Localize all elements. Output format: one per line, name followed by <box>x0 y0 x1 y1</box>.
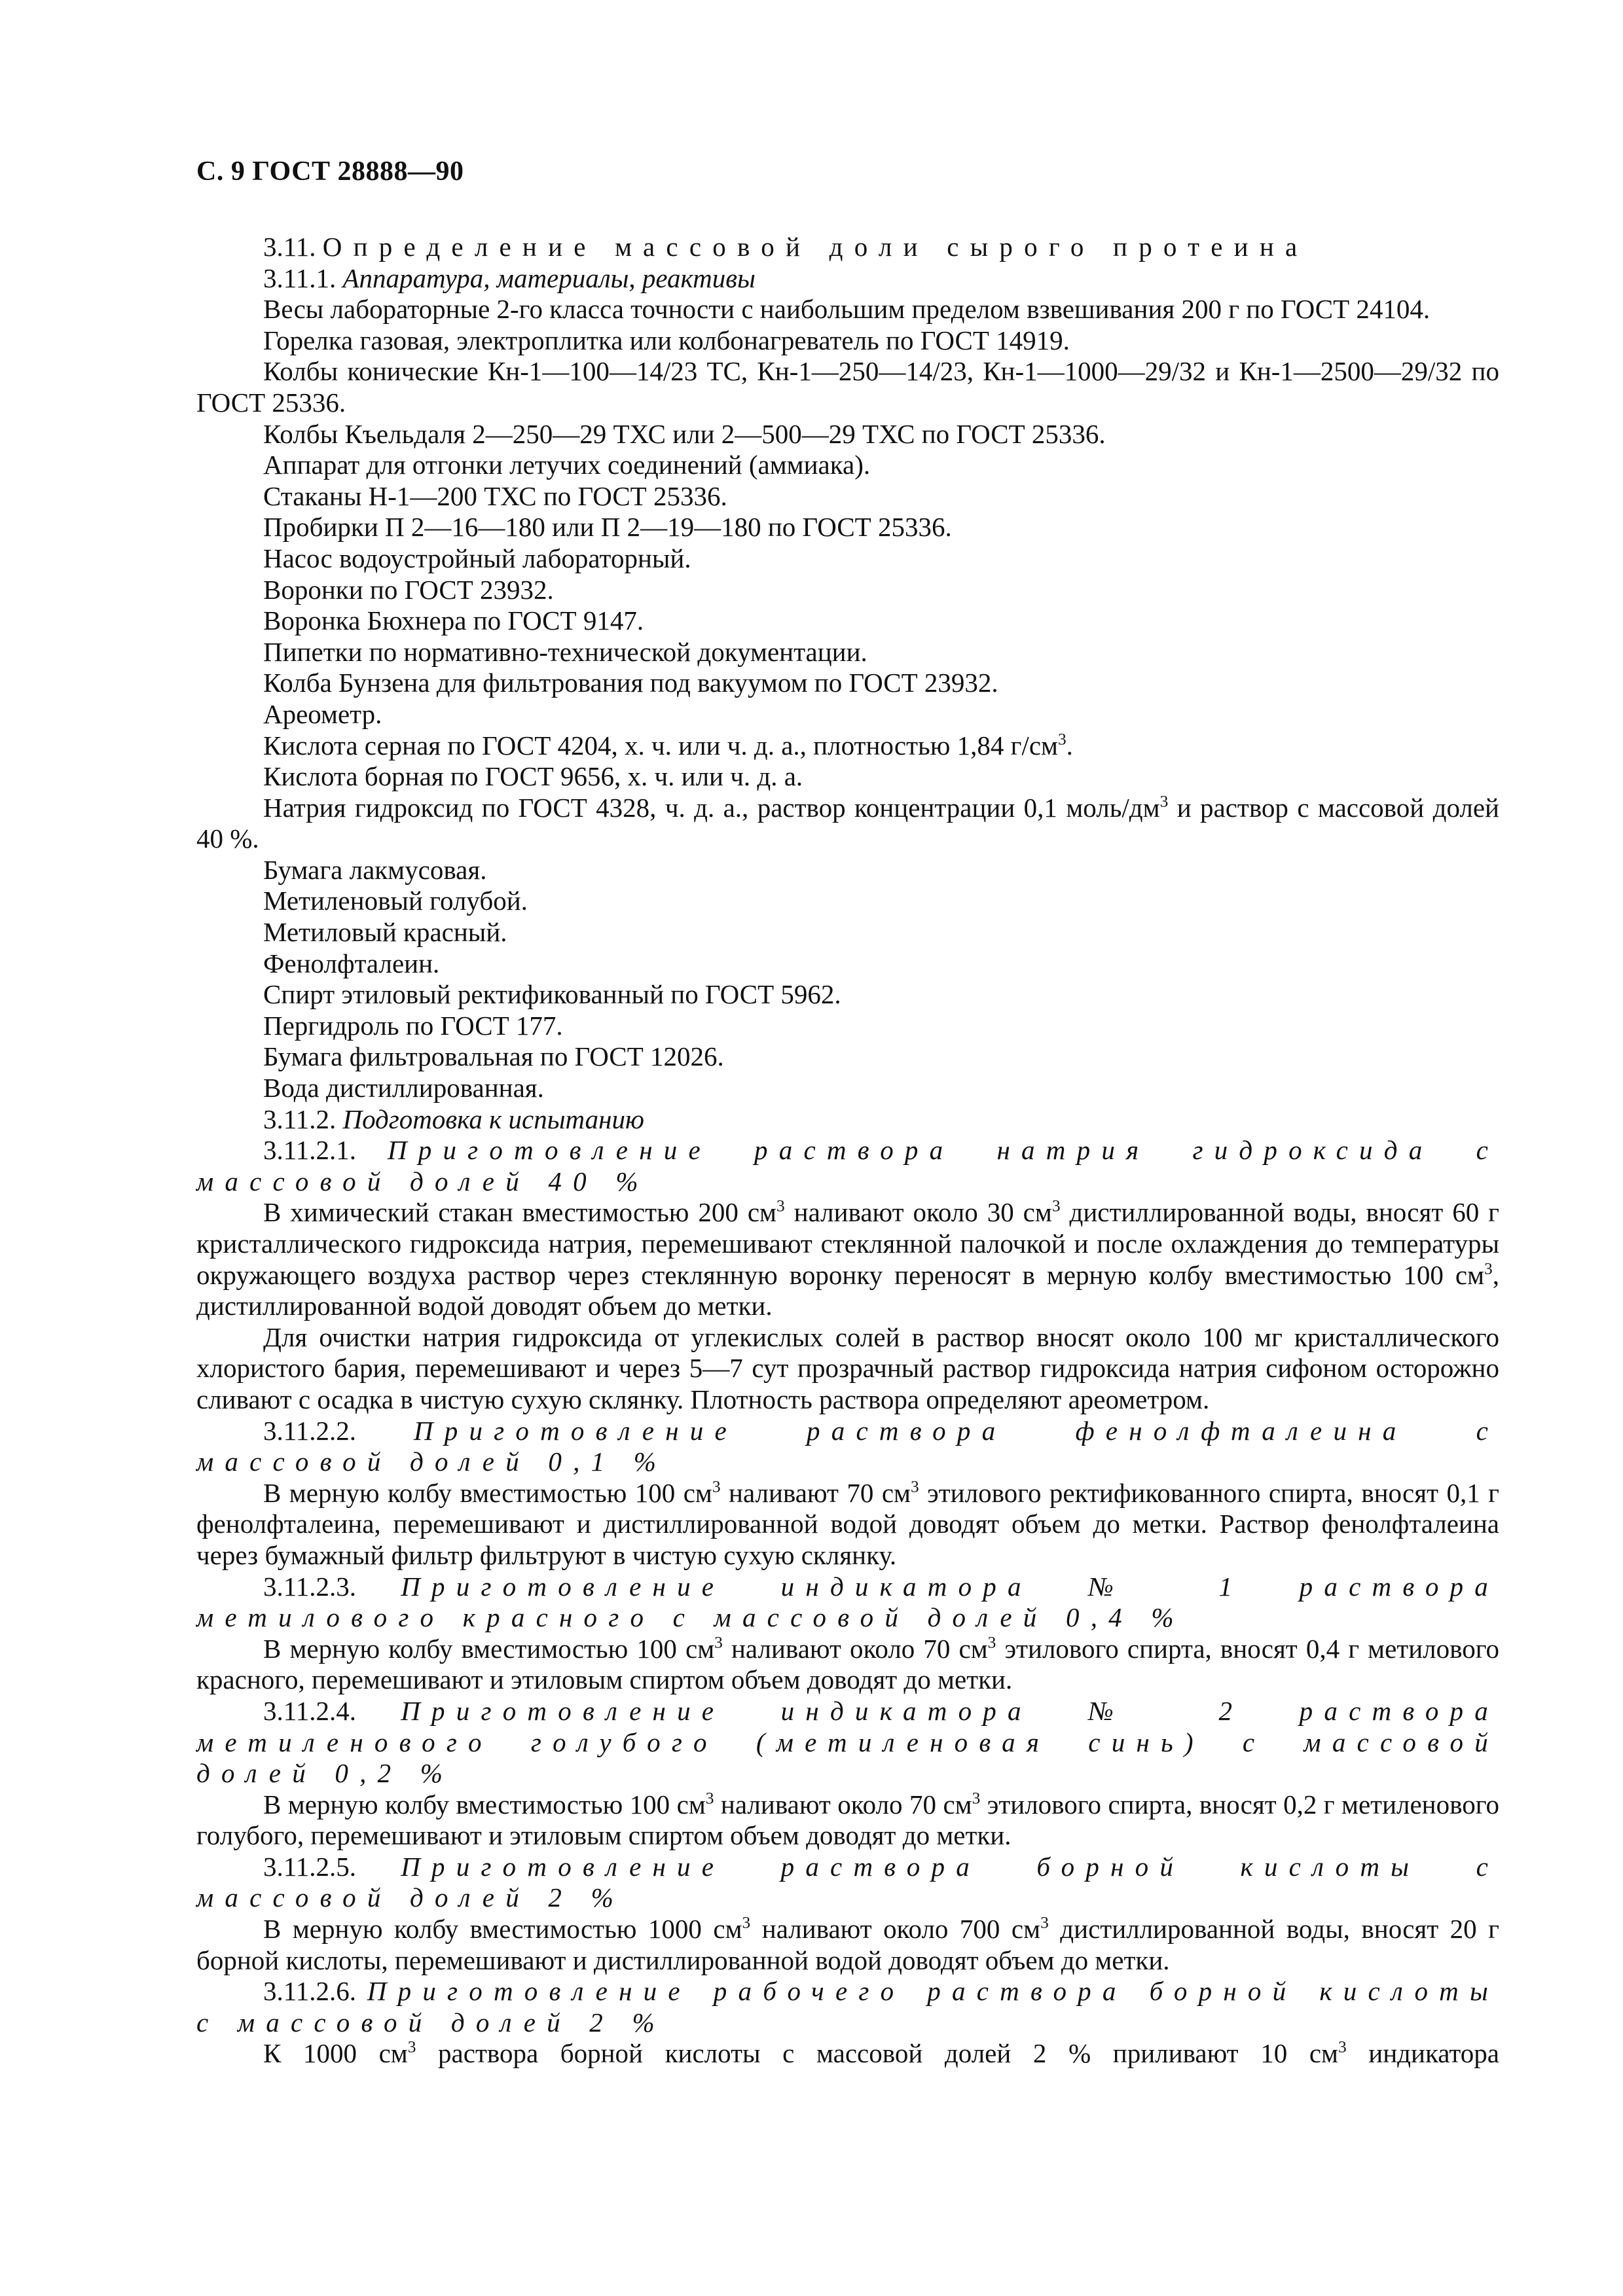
text-run: В мерную колбу вместимостью 1000 см <box>263 1914 742 1945</box>
text-run: 3.11.2. <box>263 1103 343 1134</box>
text-run: Кислота серная по ГОСТ 4204, х. ч. или ч. д. а., плотностью 1,84 г/см <box>263 730 1058 761</box>
text-run: Ареометр. <box>263 698 382 729</box>
paragraph <box>196 605 1499 637</box>
text-run: Колбы конические Кн-1—100—14/23 ТС, Кн-1—250—14/23, Кн-1—1000—29/32 и Кн-1—2500—29/32 по ГОСТ 25336. <box>196 356 1499 418</box>
paragraph <box>196 481 1499 512</box>
paragraph <box>196 1976 1499 2038</box>
paragraph <box>196 512 1499 543</box>
superscript: 3 <box>911 1477 919 1496</box>
text-run: Приготовление рабочего раствора борной кислоты с массовой долей 2 % <box>196 1976 1500 2037</box>
text-run: 3.11.2.6. <box>263 1976 367 2007</box>
superscript: 3 <box>712 1477 721 1496</box>
paragraph <box>196 1197 1499 1321</box>
paragraph <box>196 917 1499 948</box>
superscript: 3 <box>705 1788 714 1807</box>
text-run: Приготовление раствора фенолфталеина с массовой долей 0,1 % <box>196 1415 1499 1477</box>
paragraph <box>196 855 1499 886</box>
text-run: Приготовление раствора борной кислоты с массовой долей 2 % <box>196 1851 1499 1913</box>
paragraph <box>196 1041 1499 1073</box>
paragraph <box>196 325 1499 357</box>
text-run: В химический стакан вместимостью 200 см <box>263 1197 776 1228</box>
text-run: Стаканы Н-1—200 ТХС по ГОСТ 25336. <box>263 480 727 511</box>
text-run: Пипетки по нормативно-технической документации. <box>263 636 867 667</box>
text-run: 3.11.2.1. <box>263 1135 388 1166</box>
text-run: 3.11. <box>263 232 323 262</box>
text-run: Горелка газовая, электроплитка или колбонагреватель по ГОСТ 14919. <box>263 325 1070 355</box>
text-run: Подготовка к испытанию <box>342 1103 644 1134</box>
paragraph <box>196 450 1499 481</box>
text-run: 3.11.2.2. <box>263 1415 414 1446</box>
text-run: Воронка Бюхнера по ГОСТ 9147. <box>263 605 644 636</box>
text-run: дистиллированной воды, вносят 20 г борной кислоты, перемешивают и дистиллированной водой доводят объем до метки. <box>196 1914 1499 1975</box>
text-run: этилового ректификованного спирта, вносят 0,1 г фенолфталеина, перемешивают и дистиллированной водой доводят объем до метки. Раствор фенолфталеина через бумажный фильтр фильтруют в чистую сухую склянку. <box>196 1477 1499 1570</box>
paragraph <box>196 793 1499 855</box>
superscript: 3 <box>1051 1196 1061 1215</box>
paragraph <box>196 1322 1499 1416</box>
text-run: К 1000 см <box>263 2038 408 2069</box>
text-run: В мерную колбу вместимостью 100 см <box>263 1477 712 1508</box>
text-run: наливают около 70 см <box>722 1633 988 1664</box>
paragraph <box>196 356 1499 418</box>
text-run: раствора борной кислоты с массовой долей 2 % приливают 10 см <box>416 2038 1338 2069</box>
text-run: Кислота борная по ГОСТ 9656, х. ч. или ч. д. а. <box>263 761 803 792</box>
text-run: Определение массовой доли сырого протеина <box>322 232 1309 262</box>
text-run: 3.11.1. <box>263 262 343 293</box>
paragraph <box>196 979 1499 1011</box>
text-run: и раствор с массовой долей 40 %. <box>196 792 1500 854</box>
paragraph <box>196 761 1499 793</box>
text-run: В мерную колбу вместимостью 100 см <box>263 1633 715 1664</box>
text-run: Для очистки натрия гидроксида от углекислых солей в раствор вносят около 100 мг кристаллического хлористого бария, перемешивают и через 5—7 сут прозрачный раствор гидроксида натрия сифоном осторожно сливают с осадка в чистую сухую склянку. Плотность раствора определяют ареометром. <box>196 1321 1499 1414</box>
text-run: наливают около 70 см <box>714 1789 972 1820</box>
page-header: С. 9 ГОСТ 28888—90 <box>196 156 464 187</box>
document-body <box>196 232 1499 2070</box>
text-run: В мерную колбу вместимостью 100 см <box>263 1789 706 1820</box>
text-run: Натрия гидроксид по ГОСТ 4328, ч. д. а., раствор концентрации 0,1 моль/дм <box>263 792 1160 823</box>
text-run: 3.11.2.5. <box>263 1851 401 1882</box>
paragraph <box>196 2038 1499 2070</box>
text-run: Насос водоустройный лабораторный. <box>263 543 691 573</box>
paragraph <box>196 232 1499 263</box>
superscript: 3 <box>714 1632 723 1651</box>
text-run: Колбы Къельдаля 2—250—29 ТХС или 2—500—29 ТХС по ГОСТ 25336. <box>263 418 1106 449</box>
paragraph <box>196 730 1499 762</box>
paragraph <box>196 1478 1499 1571</box>
text-run: , дистиллированной водой доводят объем до метки. <box>196 1259 1499 1321</box>
text-run: наливают около 700 см <box>750 1914 1041 1945</box>
text-run: индикатора <box>1346 2038 1499 2069</box>
paragraph <box>196 699 1499 730</box>
text-run: Метиленовый голубой. <box>263 886 528 916</box>
superscript: 3 <box>407 2037 416 2056</box>
text-run: Пергидроль по ГОСТ 177. <box>263 1010 563 1041</box>
text-run: Бумага лакмусовая. <box>263 854 487 885</box>
paragraph <box>196 263 1499 295</box>
text-run: Метиловый красный. <box>263 917 507 948</box>
paragraph <box>196 543 1499 575</box>
paragraph <box>196 1011 1499 1042</box>
text-run: Фенолфталеин. <box>263 948 440 978</box>
text-run: Бумага фильтровальная по ГОСТ 12026. <box>263 1041 724 1072</box>
text-run: этилового спирта, вносят 0,2 г метиленового голубого, перемешивают и этиловым спиртом объем доводят до метки. <box>196 1789 1499 1851</box>
text-run: Приготовление индикатора № 2 раствора метиленового голубого (метиленовая синь) с массовой долей 0,2 % <box>196 1695 1499 1789</box>
paragraph <box>196 575 1499 606</box>
paragraph <box>196 1135 1499 1197</box>
superscript: 3 <box>1338 2037 1347 2056</box>
text-run: Воронки по ГОСТ 23932. <box>263 574 554 605</box>
paragraph <box>196 1416 1499 1478</box>
text-run: наливают 70 см <box>720 1477 911 1508</box>
superscript: 3 <box>1057 729 1067 748</box>
superscript: 3 <box>972 1788 981 1807</box>
text-run: Вода дистиллированная. <box>263 1073 544 1103</box>
paragraph <box>196 419 1499 450</box>
paragraph <box>196 948 1499 980</box>
paragraph <box>196 294 1499 325</box>
superscript: 3 <box>1484 1259 1493 1278</box>
paragraph <box>196 1571 1499 1634</box>
text-run: Приготовление раствора натрия гидроксида с массовой долей 40 % <box>196 1135 1499 1196</box>
text-run: . <box>1066 730 1073 761</box>
paragraph <box>196 1696 1499 1789</box>
superscript: 3 <box>1040 1913 1049 1932</box>
text-run: Аппарат для отгонки летучих соединений (аммиака). <box>263 450 871 480</box>
text-run: этилового спирта, вносят 0,4 г метилового красного, перемешивают и этиловым спиртом объем доводят до метки. <box>196 1633 1499 1695</box>
text-run: Приготовление индикатора № 1 раствора метилового красного с массовой долей 0,4 % <box>196 1571 1499 1633</box>
paragraph <box>196 668 1499 699</box>
paragraph <box>196 1852 1499 1914</box>
paragraph <box>196 1073 1499 1104</box>
text-run: дистиллированной воды, вносят 60 г кристаллического гидроксида натрия, перемешивают стеклянной палочкой и после охлаждения до температуры окружающего воздуха раствор через стеклянную воронку переносят в мерную колбу вместимостью 100 см <box>196 1197 1500 1290</box>
superscript: 3 <box>776 1196 785 1215</box>
paragraph <box>196 886 1499 917</box>
text-run: Колба Бунзена для фильтрования под вакуумом по ГОСТ 23932. <box>263 668 998 698</box>
paragraph <box>196 1789 1499 1852</box>
text-run: наливают около 30 см <box>784 1197 1052 1228</box>
paragraph <box>196 1104 1499 1136</box>
text-run: Весы лабораторные 2-го класса точности с наибольшим пределом взвешивания 200 г по ГОСТ 24104. <box>263 294 1431 325</box>
text-run: 3.11.2.4. <box>263 1695 401 1726</box>
text-run: 3.11.2.3. <box>263 1571 401 1602</box>
paragraph <box>196 637 1499 668</box>
superscript: 3 <box>742 1913 751 1932</box>
superscript: 3 <box>1159 791 1169 810</box>
paragraph <box>196 1634 1499 1696</box>
paragraph <box>196 1914 1499 1976</box>
text-run: Спирт этиловый ректификованный по ГОСТ 5962. <box>263 979 841 1010</box>
text-run: Аппаратура, материалы, реактивы <box>342 262 756 293</box>
text-run: Пробирки П 2—16—180 или П 2—19—180 по ГОСТ 25336. <box>263 512 952 543</box>
superscript: 3 <box>987 1632 996 1651</box>
